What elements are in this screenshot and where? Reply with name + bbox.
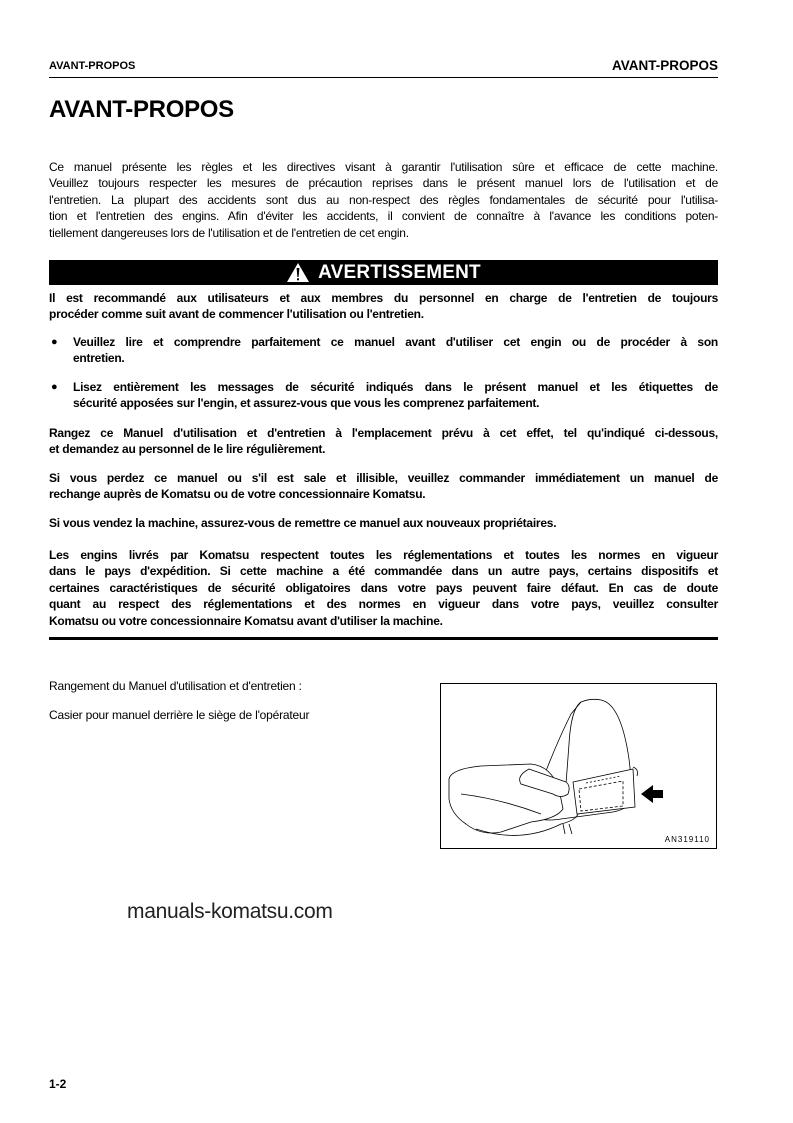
text-line: quant au respect des réglementations et des normes en vigueur dans votre pays, veuillez consulter bbox=[49, 597, 718, 612]
intro-paragraph bbox=[49, 159, 718, 241]
text-line: l'entretien. La plupart des accidents sont dus au non-respect des règles fondamentales de sécurité pour l'utilisa- bbox=[49, 192, 718, 207]
page-title: AVANT-PROPOS bbox=[49, 96, 234, 123]
text-line: tion et l'entretien des engins. Afin d'éviter les accidents, il convient de connaître à l'avance les conditions poten- bbox=[49, 209, 718, 224]
storage-label: Rangement du Manuel d'utilisation et d'entretien : bbox=[49, 679, 302, 693]
header-rule bbox=[49, 77, 718, 78]
sale-paragraph bbox=[49, 515, 718, 531]
bullet-item bbox=[73, 379, 718, 412]
text-line: sécurité apposées sur l'engin, et assurez-vous que vous les comprenez parfaitement. bbox=[73, 396, 540, 411]
bullet-item bbox=[73, 334, 718, 367]
text-line: Lisez entièrement les messages de sécurité indiqués dans le présent manuel et les étiquettes de bbox=[73, 380, 718, 394]
text-line: certaines caractéristiques de sécurité obligatoires dans votre pays peuvent faire défaut. En cas de doute bbox=[49, 580, 718, 595]
page-number: 1-2 bbox=[49, 1077, 67, 1091]
text-line: Veuillez toujours respecter les mesures de précaution reprises dans le présent manuel lors de l'utilisation et de bbox=[49, 176, 718, 191]
warning-triangle-icon bbox=[286, 262, 310, 283]
lost-manual-paragraph bbox=[49, 470, 718, 503]
watermark: manuals-komatsu.com bbox=[127, 900, 333, 923]
text-line: Komatsu ou votre concessionnaire Komatsu avant d'utiliser la machine. bbox=[49, 613, 443, 628]
seat-figure bbox=[440, 683, 717, 849]
storage-paragraph bbox=[49, 425, 718, 458]
bullet-icon: ● bbox=[51, 336, 58, 348]
regulations-paragraph bbox=[49, 547, 718, 629]
text-line: dans le pays d'expédition. Si cette machine a été commandée dans un autre pays, certains dispositifs et bbox=[49, 564, 718, 579]
warning-lead bbox=[49, 290, 718, 323]
text-line: Si vous vendez la machine, assurez-vous de remettre ce manuel aux nouveaux propriétaires. bbox=[49, 516, 557, 530]
text-line: Les engins livrés par Komatsu respectent toutes les réglementations et toutes les normes en vigueur bbox=[49, 548, 718, 562]
text-line: Il est recommandé aux utilisateurs et aux membres du personnel en charge de l'entretien de toujours bbox=[49, 291, 718, 305]
text-line: Rangez ce Manuel d'utilisation et d'entretien à l'emplacement prévu à cet effet, tel qu'indiqué ci-dessous, bbox=[49, 426, 718, 440]
text-line: entretien. bbox=[73, 351, 125, 366]
text-line: Ce manuel présente les règles et les directives visant à garantir l'utilisation sûre et efficace de cette machine. bbox=[49, 160, 718, 174]
storage-location: Casier pour manuel derrière le siège de l'opérateur bbox=[49, 708, 310, 722]
warning-banner bbox=[49, 260, 718, 285]
figure-code: AN319110 bbox=[664, 835, 710, 844]
warning-label: AVERTISSEMENT bbox=[318, 261, 481, 283]
running-header-right: AVANT-PROPOS bbox=[611, 58, 718, 73]
text-line: rechange auprès de Komatsu ou de votre concessionnaire Komatsu. bbox=[49, 487, 426, 502]
running-header-left: AVANT-PROPOS bbox=[49, 60, 136, 72]
warning-end-rule bbox=[49, 637, 718, 640]
text-line: procéder comme suit avant de commencer l'utilisation ou l'entretien. bbox=[49, 307, 424, 322]
text-line: tiellement dangereuses lors de l'utilisation et de l'entretien de cet engin. bbox=[49, 225, 409, 240]
text-line: Si vous perdez ce manuel ou s'il est sale et illisible, veuillez commander immédiatement un manuel de bbox=[49, 471, 718, 485]
operator-seat-illustration bbox=[441, 684, 716, 848]
bullet-icon: ● bbox=[51, 381, 58, 393]
text-line: Veuillez lire et comprendre parfaitement ce manuel avant d'utiliser cet engin ou de procéder à son bbox=[73, 335, 718, 349]
text-line: et demandez au personnel de le lire régulièrement. bbox=[49, 442, 326, 457]
